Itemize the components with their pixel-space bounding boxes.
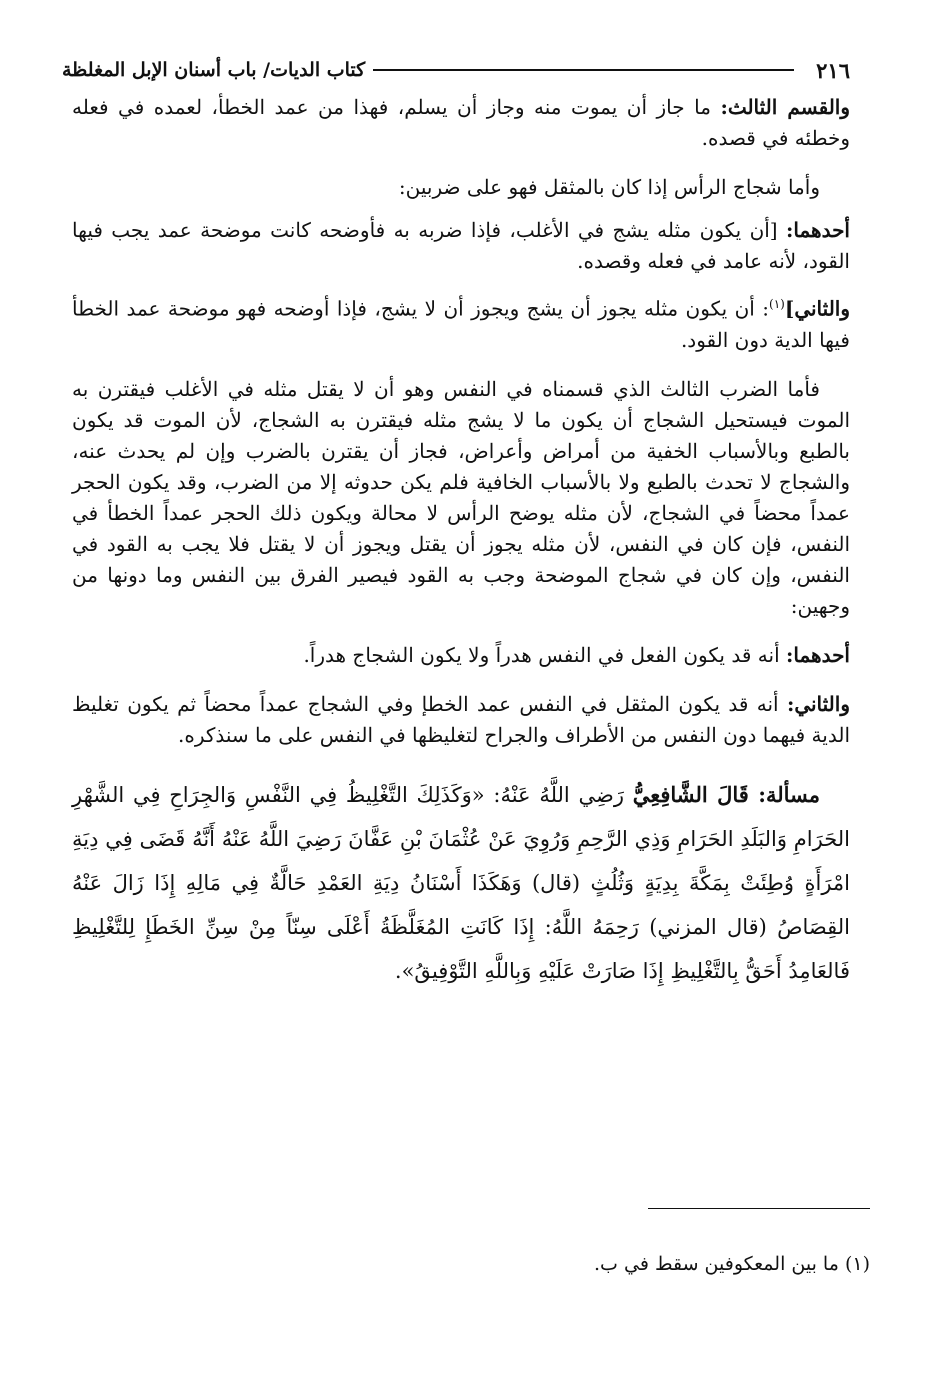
paragraph-difference-one [72,640,850,671]
paragraph-lead: مسألة: قَالَ الشَّافِعِيُّ [632,781,820,807]
footnote-reference: (١) [769,297,785,311]
paragraph-text: [أن يكون مثله يشج في الأغلب، فإذا ضربه به فأوضحه كانت موضحة عمد يجب فيها القود، لأنه عامد في فعله وقصده. [72,218,850,273]
paragraph-lead: والقسم الثالث: [720,95,851,119]
page-header [62,52,850,88]
paragraph-shafii-issue [72,773,850,993]
paragraph-text: ما جاز أن يموت منه وجاز أن يسلم، فهذا من عمد الخطأ، لعمده في فعله وخطئه في قصده. [72,95,850,150]
paragraph-text: فأما الضرب الثالث الذي قسمناه في النفس وهو أن لا يقتل مثله في الأغلب فيقترن به الموت فيستحيل الشجاج أن يكون ما لا يشج مثله فيقترن به الشجاج، لأن الموت قد يكون بالطبع وبالأسباب الخفية من أمراض وأعراض، فجاز أن يقترن بالضرب وإن لم يحدث عنه، والشجاج لا تحدث بالطبع ولا بالأسباب الخافية فلم يكن حدوثه إلا من الضرب، وقد يكون الحجر عمداً محضاً في الشجاج، لأن مثله يوضح الرأس لا محالة ويكون ذلك الحجر عمداً الخطأ في النفس، فإن كان في النفس، لأن مثله يجوز أن يقتل ويجوز أن لا يقتل فلا يجب به القود في النفس، وإن كان في شجاج الموضحة وجب به القود فيصير الفرق بين النفس وما دونها من وجهين: [72,376,850,618]
running-title: كتاب الديات/ باب أسنان الإبل المغلظة [62,59,366,81]
paragraph-lead: أحدهما: [785,218,850,242]
page-number: ٢١٦ [816,57,850,83]
paragraph-text: أنه قد يكون الفعل في النفس هدراً ولا يكون الشجاج هدراً. [303,642,786,667]
footnote-separator [648,1208,870,1209]
header-rule [373,69,794,71]
footnote-marker: (١) [844,1253,870,1275]
main-text [72,92,850,1005]
footnote-text: ما بين المعكوفين سقط في ب. [594,1253,839,1275]
paragraph-text: رَضِي اللَّهُ عَنْهُ: «وَكَذَلِكَ التَّغْلِيظُ فِي النَّفْسِ وَالجِرَاحِ فِي الشَّهْرِ الحَرَامِ وَالبَلَدِ الحَرَامِ وَذِي الرَّحِمِ وَرُوِيَ عَنْ عُثْمَانَ بْنِ عَفَّانَ رَضِيَ اللَّهُ عَنْهُ أَنَّهُ قَضَى فِي دِيَةِ امْرَأَةٍ وُطِئَتْ بِمَكَّةَ بِدِيَةٍ وَثُلُثٍ (قال) وَهَكَذَا أَسْنَانُ دِيَةِ العَمْدِ حَالَّةٌ فِي مَالِهِ إِذَا زَالَ عَنْهُ القِصَاصُ (قال المزني) رَحِمَهُ اللَّهُ: إِذَا كَانَتِ المُغَلَّظَةُ أَعْلَى سِنّاً مِنْ سِنِّ الخَطَإِ لِلتَّغْلِيظِ فَالعَامِدُ أَحَقُّ بِالتَّغْلِيظِ إِذَا صَارَتْ عَلَيْهِ وَبِاللَّهِ التَّوْفِيقُ». [72,782,850,983]
paragraph-first-type [72,215,850,277]
paragraph-text: وأما شجاج الرأس إذا كان بالمثقل فهو على ضربين: [398,175,820,199]
paragraph-difference-two [72,689,850,751]
footnote [170,1250,870,1278]
paragraph-head-wounds [72,172,850,203]
paragraph-third-section [72,92,850,154]
paragraph-third-strike [72,374,850,622]
paragraph-second-type [72,289,850,356]
paragraph-lead: والثاني] [784,296,850,321]
paragraph-lead: والثاني: [786,691,850,716]
paragraph-text: : أن يكون مثله يجوز أن يشج ويجوز أن لا يشج، فإذا أوضحه فهو موضحة عمد الخطأ فيها الدية دون القود. [72,296,850,352]
paragraph-lead: أحدهما: [785,642,850,667]
paragraph-text: أنه قد يكون المثقل في النفس عمد الخطإ وفي الشجاج عمداً محضاً ثم يكون تغليظ الدية فيهما دون النفس من الأطراف والجراح لتغليظها في النفس على ما سنذكره. [72,691,850,747]
